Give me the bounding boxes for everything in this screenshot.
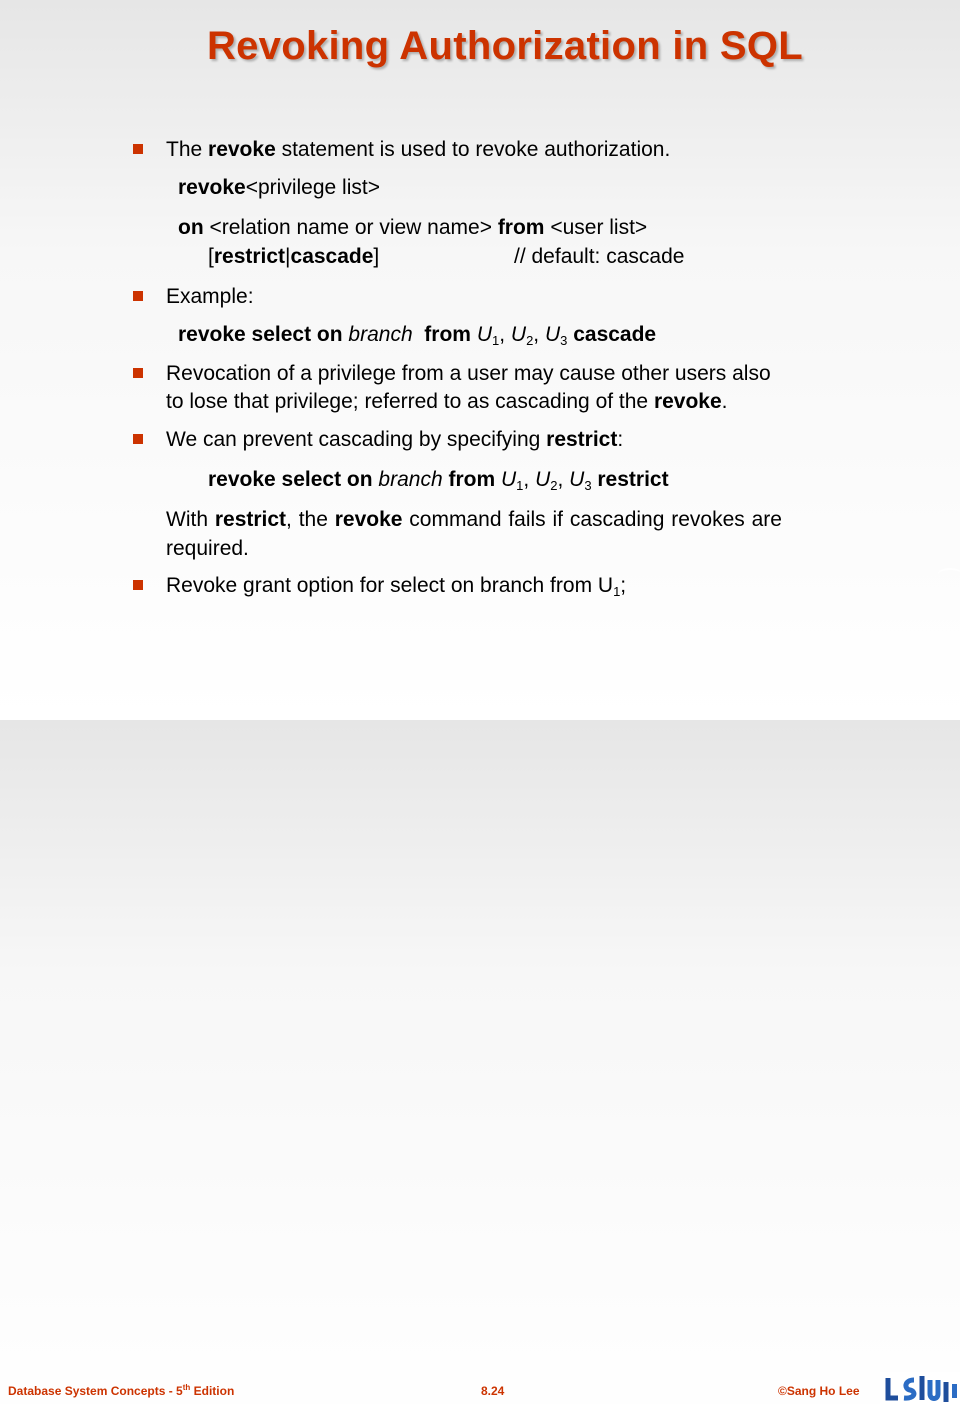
- restrict-note-line-1: With restrict, the revoke command fails if cascading revokes are: [166, 508, 782, 531]
- decorative-arc: [938, 568, 960, 580]
- bullet-3-line-2: to lose that privilege; referred to as cascading of the revoke.: [166, 390, 728, 413]
- bullet-4-text: We can prevent cascading by specifying restrict:: [166, 428, 624, 451]
- footer-slide-number: 8.24: [481, 1384, 505, 1398]
- footer-book-title: Database System Concepts - 5th Edition: [8, 1383, 235, 1398]
- footer-copyright: ©Sang Ho Lee: [778, 1384, 860, 1398]
- slide-title: Revoking Authorization in SQL: [206, 24, 804, 68]
- example-restrict-line: revoke select on branch from $U_1$, $U_2$, $U_3$ restrict: [208, 468, 669, 493]
- bullet-marker: [133, 434, 143, 444]
- bullet-marker: [133, 368, 143, 378]
- bullet-2-text: Example:: [166, 285, 254, 308]
- bullet-marker: [133, 291, 143, 301]
- syntax-default-comment: // default: cascade: [514, 245, 685, 268]
- bullet-1-text: The revoke statement is used to revoke authorization.: [166, 138, 671, 161]
- slide-content: [0, 0, 960, 680]
- bullet-marker: [133, 580, 143, 590]
- syntax-on-line: on <relation name or view name> from <user list>: [178, 216, 648, 239]
- restrict-note-line-2: required.: [166, 537, 249, 560]
- slide-footer: [0, 684, 960, 1398]
- syntax-revoke-line: revoke<privilege list>: [178, 176, 380, 199]
- university-logo-icon: [880, 1372, 960, 1404]
- bullet-5-text: Revoke grant option for select on branch from $U_1$;: [166, 574, 627, 599]
- example-cascade-line: revoke select on branch from $U_1$, $U_2$, $U_3$ cascade: [178, 323, 657, 348]
- syntax-restrict-cascade-line: [restrict|cascade]: [208, 245, 380, 268]
- bullet-3-line-1: Revocation of a privilege from a user may cause other users also: [166, 362, 771, 385]
- bullet-marker: [133, 144, 143, 154]
